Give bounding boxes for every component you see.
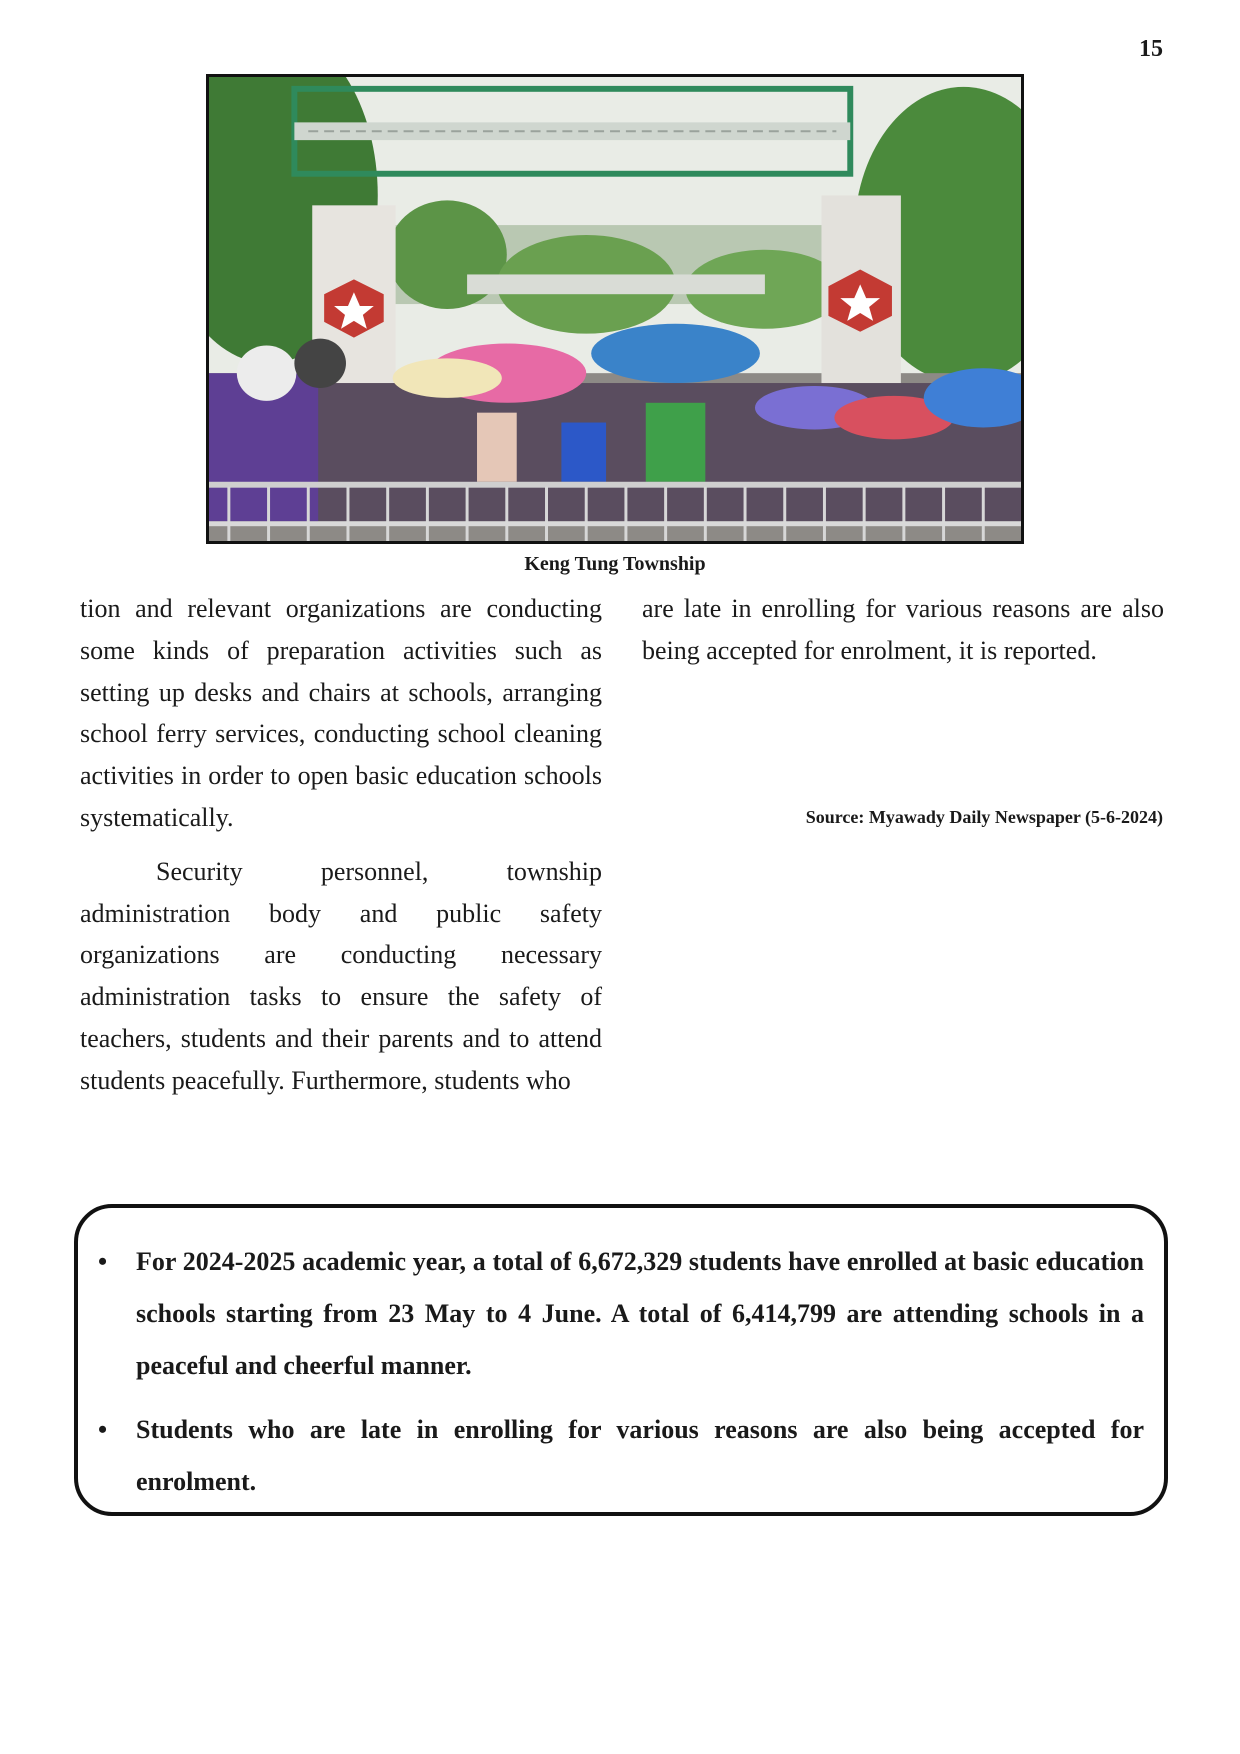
photo-illustration — [209, 77, 1021, 541]
school-gate-photo — [206, 74, 1024, 544]
article-paragraph-1: tion and relevant organizations are conducting some kinds of preparation activities such as setting up desks and chairs at schools, arranging school ferry services, conducting school cleaning activities in order to open basic education schools systematically. — [80, 594, 602, 832]
summary-item-text: For 2024-2025 academic year, a total of 6,672,329 students have enrolled at basic education schools starting from 23 May to 4 June. A total of 6,414,799 are attending schools in a peaceful and cheerful manner. — [136, 1247, 1144, 1380]
source-citation: Source: Myawady Daily Newspaper (5-6-2024) — [805, 807, 1163, 827]
article-left-column — [80, 588, 602, 1102]
summary-item-1 — [98, 1236, 1144, 1392]
page-number: 15 — [1139, 36, 1163, 62]
article-paragraph-2: Security personnel, township administration body and public safety organizations are conducting necessary administration tasks to ensure the safety of teachers, students and their parents and to attend students peacefully. Furthermore, students who — [80, 856, 602, 1095]
summary-list — [98, 1236, 1144, 1508]
bullet-icon: • — [98, 1247, 108, 1276]
article-paragraph-3: are late in enrolling for various reasons are also being accepted for enrolment, it is reported. — [642, 594, 1164, 665]
summary-item-text: Students who are late in enrolling for various reasons are also being accepted for enrolment. — [136, 1415, 1144, 1496]
photo-caption: Keng Tung Township — [524, 553, 706, 575]
summary-box — [74, 1204, 1168, 1516]
bullet-icon: • — [98, 1415, 108, 1444]
article-right-column — [642, 588, 1164, 672]
summary-item-2 — [98, 1404, 1144, 1508]
